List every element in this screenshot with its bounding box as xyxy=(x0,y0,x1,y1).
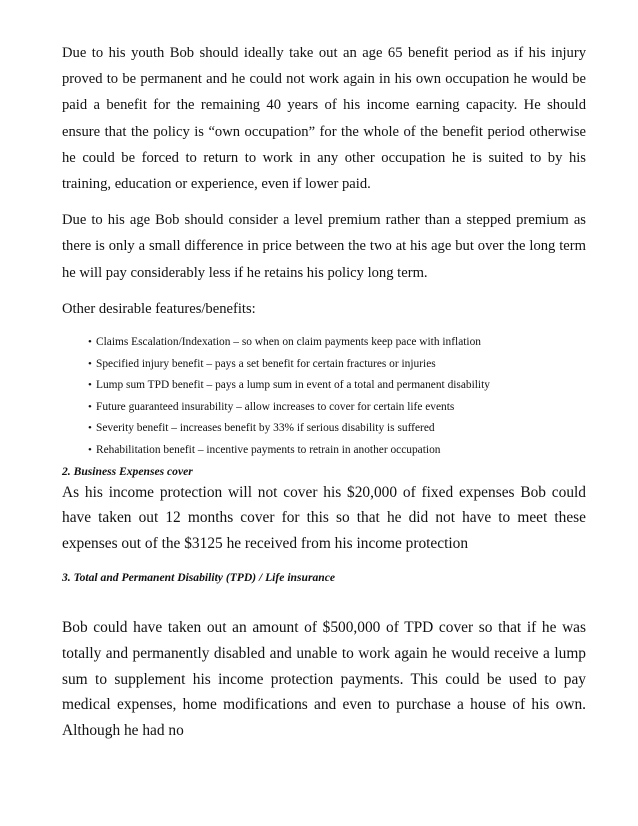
paragraph-tpd: Bob could have taken out an amount of $500,000 of TPD cover so that if he was totally and permanently disabled and unable to work again he would receive a lump sum to supplement his income protection payments. This could be used to pay medical expenses, home modifications and even to purchase a house of his own. Although he had no xyxy=(62,618,586,740)
paragraph-benefit-period: Due to his youth Bob should ideally take out an age 65 benefit period as if his injury proved to be permanent and he could not work again in his own occupation he would be paid a benefit for the remaining 40 years of his income earning capacity. He should ensure that the policy is “own occupation” for the whole of the benefit period otherwise he could be forced to return to work in any other occupation he is suited to by his training, education or experience, even if lower paid. xyxy=(62,45,586,193)
bullet-icon: • xyxy=(88,357,92,370)
section-heading-business-expenses: 2. Business Expenses cover xyxy=(62,464,193,478)
list-item: • Rehabilitation benefit – incentive payments to retrain in another occupation xyxy=(88,440,586,462)
bullet-icon: • xyxy=(88,379,92,392)
list-item: • Future guaranteed insurability – allow increases to cover for certain life events xyxy=(88,397,586,419)
list-item: • Specified injury benefit – pays a set benefit for certain fractures or injuries xyxy=(88,354,586,376)
paragraph-other-features: Other desirable features/benefits: xyxy=(62,300,256,317)
features-list xyxy=(62,332,586,462)
bullet-icon: • xyxy=(88,336,92,349)
bullet-icon: • xyxy=(88,444,92,456)
paragraph-business-expenses: As his income protection will not cover his $20,000 of fixed expenses Bob could have taken out 12 months cover for this so that he did not have to meet these expenses out of the $3125 he received from his income protection xyxy=(62,483,586,553)
section-heading-tpd: 3. Total and Permanent Disability (TPD) / Life insurance xyxy=(62,570,335,584)
document-page xyxy=(62,40,586,744)
bullet-icon: • xyxy=(88,422,92,435)
list-item: • Claims Escalation/Indexation – so when on claim payments keep pace with inflation xyxy=(88,332,586,354)
bullet-icon: • xyxy=(88,400,92,413)
paragraph-premium-type: Due to his age Bob should consider a level premium rather than a stepped premium as there is only a small difference in price between the two at his age but over the long term he will pay considerably less if he retains his policy long term. xyxy=(62,212,586,281)
list-item: • Severity benefit – increases benefit by 33% if serious disability is suffered xyxy=(88,418,586,440)
list-item: • Lump sum TPD benefit – pays a lump sum in event of a total and permanent disability xyxy=(88,375,586,397)
